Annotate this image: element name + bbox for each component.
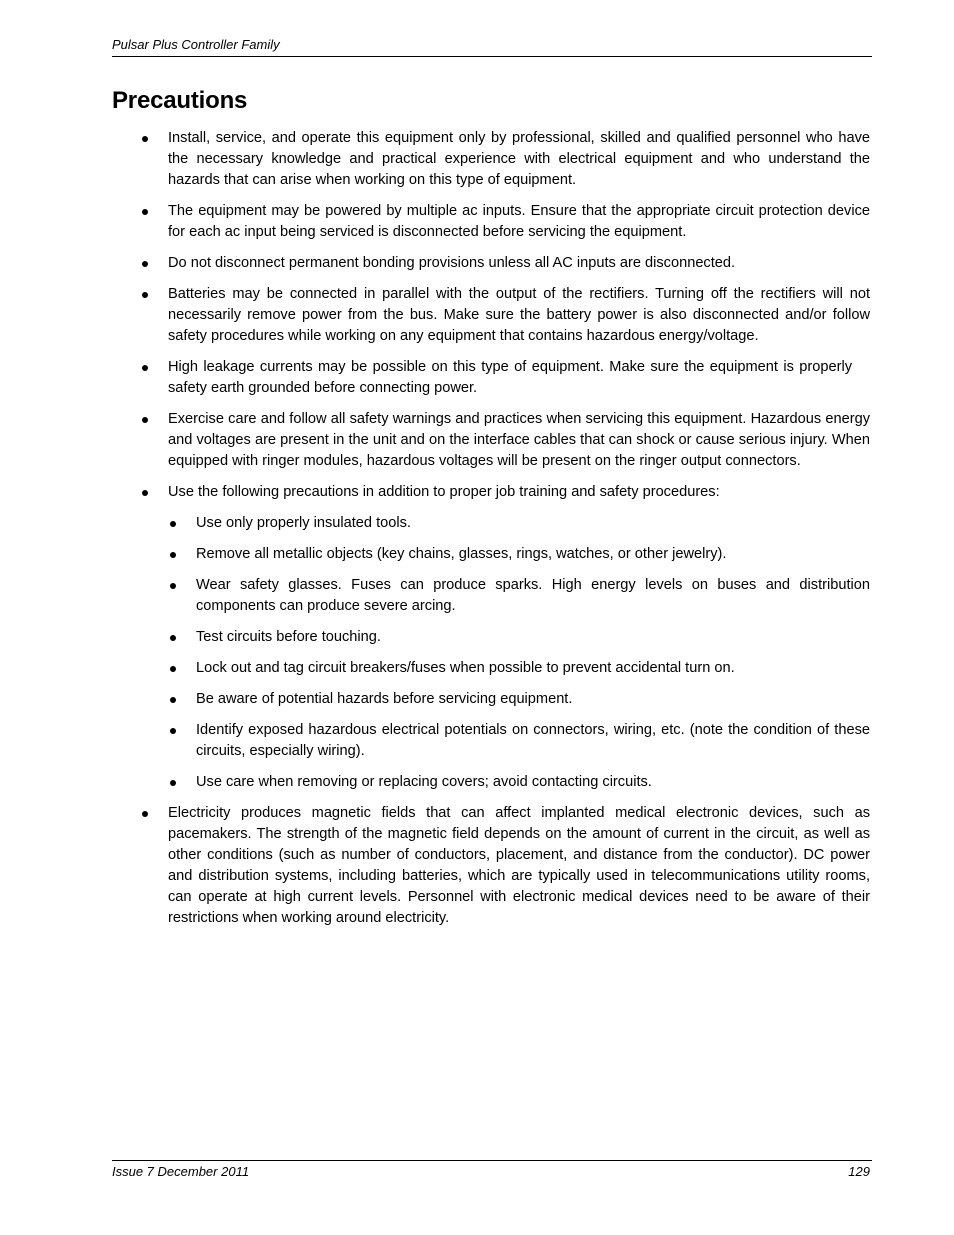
- page-number: 129: [848, 1164, 870, 1179]
- bullet-icon: [142, 136, 148, 142]
- bullet-icon: [170, 697, 176, 703]
- precaution-item: [0, 803, 954, 929]
- sub-precaution-text: Use only properly insulated tools.: [196, 515, 411, 531]
- precaution-item: [0, 357, 954, 399]
- running-header: Pulsar Plus Controller Family: [112, 37, 280, 52]
- sub-precaution-text: Identify exposed hazardous electrical potentials on connectors, wiring, etc. (note the condition of these circuits, especially wiring).: [196, 722, 870, 759]
- sub-precaution-item: [0, 544, 954, 565]
- bullet-icon: [142, 365, 148, 371]
- page-title: Precautions: [112, 87, 248, 114]
- sub-precaution-item: [0, 575, 954, 617]
- precautions-list: [0, 128, 954, 939]
- bullet-icon: [170, 780, 176, 786]
- bullet-icon: [170, 521, 176, 527]
- bullet-icon: [142, 261, 148, 267]
- precaution-item: [0, 128, 954, 191]
- precaution-text: Use the following precautions in addition to proper job training and safety procedures:: [168, 484, 720, 500]
- sub-precaution-text: Remove all metallic objects (key chains, glasses, rings, watches, or other jewelry).: [196, 546, 727, 562]
- precaution-text: Batteries may be connected in parallel with the output of the rectifiers. Turning off the rectifiers will not necessarily remove power from the bus. Make sure the battery power is also disconnected and/or follow safety procedures while working on any equipment that contains hazardous energy/voltage.: [168, 286, 870, 344]
- precaution-item: [0, 253, 954, 274]
- precaution-item: [0, 409, 954, 472]
- bullet-icon: [142, 292, 148, 298]
- precaution-item: [0, 201, 954, 243]
- sub-precaution-item: [0, 720, 954, 762]
- precaution-text: The equipment may be powered by multiple ac inputs. Ensure that the appropriate circuit protection device for each ac input being serviced is disconnected before servicing the equipment.: [168, 203, 870, 240]
- sub-precaution-text: Lock out and tag circuit breakers/fuses when possible to prevent accidental turn on.: [196, 660, 735, 676]
- bullet-icon: [142, 417, 148, 423]
- bullet-icon: [142, 811, 148, 817]
- sub-precaution-text: Wear safety glasses. Fuses can produce sparks. High energy levels on buses and distribution components can produce severe arcing.: [196, 577, 870, 614]
- precaution-item: [0, 482, 954, 793]
- sub-precaution-item: [0, 772, 954, 793]
- sub-precaution-item: [0, 513, 954, 534]
- sub-precaution-text: Be aware of potential hazards before servicing equipment.: [196, 691, 573, 707]
- bullet-icon: [142, 490, 148, 496]
- page-footer: [112, 1163, 872, 1181]
- sub-precaution-item: [0, 627, 954, 648]
- precaution-text: Electricity produces magnetic fields that can affect implanted medical electronic devices, such as pacemakers. The strength of the magnetic field depends on the amount of current in the circuit, as well as other conditions (such as number of conductors, placement, and distance from the conductor). DC power and distribution systems, including batteries, which are typically used in telecommunications utility rooms, can operate at high current levels. Personnel with electronic medical devices need to be aware of their restrictions when working around electricity.: [168, 805, 870, 926]
- sub-precautions-list: [0, 513, 954, 793]
- sub-precaution-item: [0, 658, 954, 679]
- sub-precaution-text: Test circuits before touching.: [196, 629, 381, 645]
- precaution-text: Install, service, and operate this equipment only by professional, skilled and qualified personnel who have the necessary knowledge and practical experience with electrical equipment and who understand the hazards that can arise when working on this type of equipment.: [168, 130, 870, 188]
- footer-divider: [112, 1160, 872, 1161]
- bullet-icon: [170, 552, 176, 558]
- precaution-text: Exercise care and follow all safety warnings and practices when servicing this equipment. Hazardous energy and voltages are present in the unit and on the interface cables that can shock or cause serious injury. When equipped with ringer modules, hazardous voltages will be present on the ringer output connectors.: [168, 411, 870, 469]
- precaution-text: High leakage currents may be possible on this type of equipment. Make sure the equipment is properly safety earth grounded before connecting power.: [168, 359, 852, 396]
- bullet-icon: [170, 583, 176, 589]
- precaution-item: [0, 284, 954, 347]
- bullet-icon: [170, 635, 176, 641]
- issue-date: Issue 7 December 2011: [112, 1164, 250, 1179]
- bullet-icon: [142, 209, 148, 215]
- header-divider: [112, 56, 872, 57]
- sub-precaution-item: [0, 689, 954, 710]
- bullet-icon: [170, 728, 176, 734]
- sub-precaution-text: Use care when removing or replacing covers; avoid contacting circuits.: [196, 774, 652, 790]
- bullet-icon: [170, 666, 176, 672]
- precaution-text: Do not disconnect permanent bonding provisions unless all AC inputs are disconnected.: [168, 255, 736, 271]
